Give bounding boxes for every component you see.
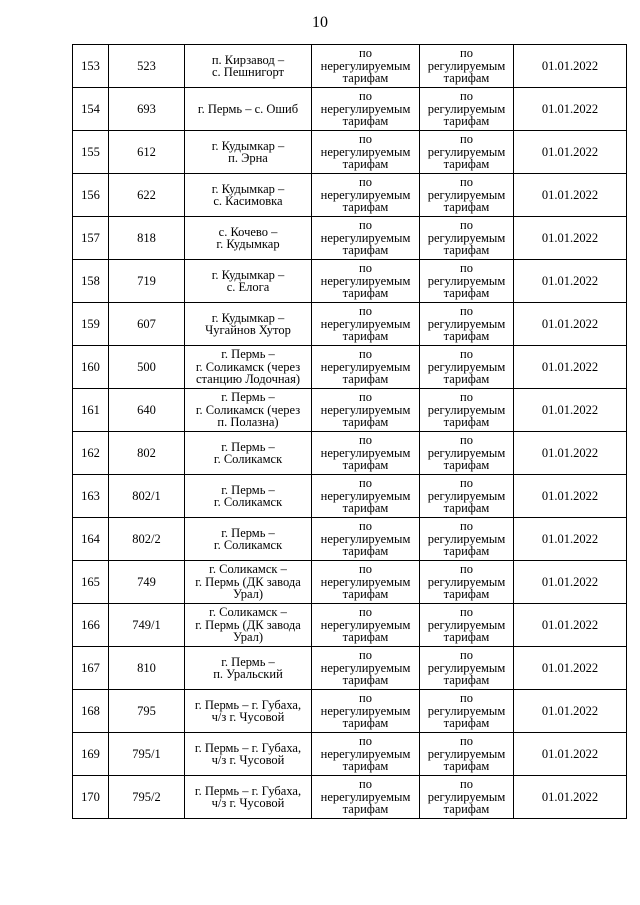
cell-text-line: п. Кирзавод – [211,52,285,67]
route-name-cell [185,346,312,389]
cell-text-line: ч/з г. Чусовой [211,710,285,724]
cell-text-line: регулируемым [427,617,506,632]
cell-text-line: станцию Лодочная) [195,372,301,387]
start-date-cell: 01.01.2022 [514,690,627,733]
row-number-cell: 169 [73,733,109,776]
cell-text-line: п. Уральский [213,667,283,681]
cell-text-line: тарифам [443,286,490,301]
cell-text-line: п. Полазна) [217,415,279,430]
table-row [73,561,627,604]
cell-text-line: Урал) [232,630,264,645]
row-number-cell: 153 [73,45,109,88]
row-number-cell: 155 [73,131,109,174]
table-row [73,690,627,733]
cell-text-line: тарифам [443,759,490,774]
cell-text-line: тарифам [342,673,389,688]
tariff-type-cell [312,647,420,690]
cell-text-line: по [460,605,473,620]
start-date-cell: 01.01.2022 [514,174,627,217]
cell-text-line: п. Эрна [228,151,268,165]
table-row [73,45,627,88]
cell-text-line: тарифам [342,544,389,559]
route-name-cell [185,45,312,88]
tariff-type-cell [420,131,514,174]
start-date-cell: 01.01.2022 [514,776,627,819]
cell-text-line: нерегулируемым [320,58,411,73]
cell-text-line: г. Пермь – [221,525,275,540]
cell-text-line: тарифам [342,501,389,516]
row-number-cell: 160 [73,346,109,389]
tariff-type-cell [420,389,514,432]
cell-text-line: по [359,347,372,362]
tariff-type-cell [312,432,420,475]
route-name-cell [185,647,312,690]
cell-text-line: по [460,476,473,491]
tariff-type-cell [312,475,420,518]
table-row [73,217,627,260]
start-date-cell: 01.01.2022 [514,604,627,647]
page-number: 10 [312,14,328,31]
table-row [73,432,627,475]
cell-text-line: тарифам [342,329,389,344]
cell-text-line: г. Пермь – [221,654,275,669]
start-date-cell: 01.01.2022 [514,260,627,303]
route-number-cell: 802 [109,432,185,475]
cell-text-line: по [460,261,473,276]
cell-text-line: регулируемым [427,273,506,288]
cell-text-line: нерегулируемым [320,746,411,761]
cell-text-line: тарифам [443,243,490,258]
cell-text-line: тарифам [342,587,389,602]
cell-text-line: тарифам [342,243,389,258]
cell-text-line: ч/з г. Чусовой [211,796,285,810]
route-number-cell: 802/2 [109,518,185,561]
tariff-type-cell [420,776,514,819]
cell-text-line: нерегулируемым [320,101,411,116]
cell-text-line: по [359,734,372,749]
tariff-type-cell [420,346,514,389]
cell-text-line: регулируемым [427,101,506,116]
route-number-cell: 612 [109,131,185,174]
tariff-type-cell [312,561,420,604]
cell-text-line: с. Пешнигорт [212,65,284,79]
cell-text-line: тарифам [342,630,389,645]
start-date-cell: 01.01.2022 [514,217,627,260]
routes-table [72,44,627,819]
route-number-cell: 795/1 [109,733,185,776]
cell-text-line: тарифам [342,759,389,774]
tariff-type-cell [312,604,420,647]
cell-text-line: г. Кудымкар – [211,138,285,153]
cell-text-line: по [460,519,473,534]
row-number-cell: 166 [73,604,109,647]
start-date-cell: 01.01.2022 [514,131,627,174]
cell-text-line: г. Кудымкар – [211,310,285,325]
route-number-cell: 795 [109,690,185,733]
cell-text-line: тарифам [342,415,389,430]
cell-text-line: по [359,390,372,405]
tariff-type-cell [312,88,420,131]
cell-text-line: с. Елога [226,280,270,294]
start-date-cell: 01.01.2022 [514,561,627,604]
cell-text-line: тарифам [342,458,389,473]
cell-text-line: тарифам [342,157,389,172]
tariff-type-cell [420,475,514,518]
cell-text-line: регулируемым [427,445,506,460]
row-number-cell: 170 [73,776,109,819]
cell-text-line: по [460,562,473,577]
table-row [73,346,627,389]
cell-text-line: нерегулируемым [320,402,411,417]
tariff-type-cell [420,647,514,690]
cell-text-line: по [359,519,372,534]
cell-text-line: г. Соликамск [213,452,283,466]
tariff-type-cell [312,518,420,561]
routes-table-body [73,45,627,819]
cell-text-line: тарифам [342,286,389,301]
row-number-cell: 163 [73,475,109,518]
cell-text-line: по [460,347,473,362]
start-date-cell: 01.01.2022 [514,346,627,389]
cell-text-line: нерегулируемым [320,660,411,675]
start-date-cell: 01.01.2022 [514,389,627,432]
route-name-cell [185,432,312,475]
table-row [73,733,627,776]
cell-text-line: тарифам [443,501,490,516]
cell-text-line: тарифам [443,329,490,344]
cell-text-line: г. Пермь (ДК завода [195,617,301,632]
cell-text-line: нерегулируемым [320,316,411,331]
cell-text-line: нерегулируемым [320,488,411,503]
row-number-cell: 156 [73,174,109,217]
tariff-type-cell [420,432,514,475]
table-row [73,647,627,690]
cell-text-line: по [460,648,473,663]
route-name-cell [185,131,312,174]
tariff-type-cell [312,690,420,733]
route-name-cell [185,604,312,647]
cell-text-line: г. Пермь – г. Губаха, [194,697,302,712]
table-row [73,174,627,217]
cell-text-line: нерегулируемым [320,445,411,460]
route-name-cell [185,475,312,518]
cell-text-line: Чугайнов Хутор [205,323,291,337]
cell-text-line: по [359,648,372,663]
cell-text-line: г. Соликамск – [209,562,287,577]
cell-text-line: нерегулируемым [320,574,411,589]
route-name-cell [185,303,312,346]
table-row [73,776,627,819]
cell-text-line: тарифам [443,716,490,731]
cell-text-line: по [460,777,473,792]
cell-text-line: тарифам [342,802,389,817]
cell-text-line: по [359,261,372,276]
start-date-cell: 01.01.2022 [514,647,627,690]
row-number-cell: 157 [73,217,109,260]
start-date-cell: 01.01.2022 [514,303,627,346]
tariff-type-cell [420,518,514,561]
tariff-type-cell [312,217,420,260]
cell-text-line: по [460,175,473,190]
route-name-cell [185,690,312,733]
cell-text-line: по [359,605,372,620]
row-number-cell: 164 [73,518,109,561]
cell-text-line: г. Соликамск [213,495,283,509]
cell-text-line: тарифам [443,802,490,817]
tariff-type-cell [312,45,420,88]
route-name-cell [185,389,312,432]
row-number-cell: 159 [73,303,109,346]
cell-text-line: по [359,175,372,190]
cell-text-line: по [359,777,372,792]
cell-text-line: г. Пермь – с. Ошиб [197,101,299,116]
cell-text-line: тарифам [443,372,490,387]
cell-text-line: по [359,304,372,319]
cell-text-line: тарифам [443,630,490,645]
cell-text-line: регулируемым [427,230,506,245]
cell-text-line: регулируемым [427,746,506,761]
route-number-cell: 693 [109,88,185,131]
cell-text-line: по [460,304,473,319]
route-name-cell [185,260,312,303]
row-number-cell: 162 [73,432,109,475]
tariff-type-cell [420,217,514,260]
start-date-cell: 01.01.2022 [514,88,627,131]
tariff-type-cell [312,389,420,432]
tariff-type-cell [312,260,420,303]
cell-text-line: тарифам [443,587,490,602]
cell-text-line: тарифам [443,415,490,430]
row-number-cell: 167 [73,647,109,690]
start-date-cell: 01.01.2022 [514,432,627,475]
route-name-cell [185,561,312,604]
cell-text-line: регулируемым [427,531,506,546]
start-date-cell: 01.01.2022 [514,518,627,561]
row-number-cell: 168 [73,690,109,733]
route-number-cell: 640 [109,389,185,432]
cell-text-line: тарифам [342,71,389,86]
cell-text-line: нерегулируемым [320,617,411,632]
tariff-type-cell [420,733,514,776]
route-number-cell: 607 [109,303,185,346]
table-row [73,303,627,346]
cell-text-line: по [359,89,372,104]
tariff-type-cell [420,174,514,217]
cell-text-line: по [460,46,473,61]
cell-text-line: по [460,218,473,233]
cell-text-line: тарифам [443,544,490,559]
route-number-cell: 523 [109,45,185,88]
route-name-cell [185,518,312,561]
cell-text-line: по [460,433,473,448]
cell-text-line: регулируемым [427,359,506,374]
cell-text-line: регулируемым [427,660,506,675]
cell-text-line: по [359,562,372,577]
cell-text-line: тарифам [342,716,389,731]
cell-text-line: регулируемым [427,574,506,589]
row-number-cell: 161 [73,389,109,432]
route-number-cell: 749 [109,561,185,604]
route-name-cell [185,174,312,217]
tariff-type-cell [312,346,420,389]
tariff-type-cell [420,303,514,346]
tariff-type-cell [420,561,514,604]
cell-text-line: тарифам [443,200,490,215]
cell-text-line: нерегулируемым [320,531,411,546]
cell-text-line: г. Соликамск – [209,605,287,620]
start-date-cell: 01.01.2022 [514,45,627,88]
row-number-cell: 154 [73,88,109,131]
cell-text-line: Урал) [232,587,264,602]
route-number-cell: 818 [109,217,185,260]
cell-text-line: г. Пермь – г. Губаха, [194,740,302,755]
cell-text-line: регулируемым [427,789,506,804]
cell-text-line: нерегулируемым [320,789,411,804]
cell-text-line: г. Кудымкар [216,237,280,251]
cell-text-line: по [460,390,473,405]
cell-text-line: по [359,132,372,147]
cell-text-line: г. Соликамск (через [195,359,301,374]
cell-text-line: по [359,476,372,491]
cell-text-line: г. Пермь – [221,347,275,362]
cell-text-line: нерегулируемым [320,273,411,288]
cell-text-line: по [359,433,372,448]
start-date-cell: 01.01.2022 [514,475,627,518]
route-name-cell [185,217,312,260]
cell-text-line: г. Соликамск (через [195,402,301,417]
cell-text-line: нерегулируемым [320,187,411,202]
cell-text-line: регулируемым [427,187,506,202]
tariff-type-cell [420,260,514,303]
cell-text-line: по [460,132,473,147]
table-row [73,604,627,647]
route-number-cell: 810 [109,647,185,690]
table-row [73,260,627,303]
route-number-cell: 500 [109,346,185,389]
cell-text-line: с. Кочево – [218,224,278,239]
route-number-cell: 795/2 [109,776,185,819]
cell-text-line: нерегулируемым [320,144,411,159]
cell-text-line: с. Касимовка [213,194,283,208]
cell-text-line: по [359,46,372,61]
cell-text-line: тарифам [342,372,389,387]
cell-text-line: тарифам [443,114,490,129]
cell-text-line: г. Пермь (ДК завода [195,574,301,589]
cell-text-line: г. Пермь – [221,482,275,497]
cell-text-line: тарифам [342,114,389,129]
cell-text-line: по [460,89,473,104]
cell-text-line: нерегулируемым [320,230,411,245]
tariff-type-cell [312,174,420,217]
table-row [73,131,627,174]
cell-text-line: г. Кудымкар – [211,181,285,196]
tariff-type-cell [312,776,420,819]
cell-text-line: тарифам [443,157,490,172]
cell-text-line: по [359,218,372,233]
cell-text-line: регулируемым [427,144,506,159]
tariff-type-cell [420,690,514,733]
cell-text-line: тарифам [342,200,389,215]
cell-text-line: по [460,734,473,749]
tariff-type-cell [312,733,420,776]
cell-text-line: регулируемым [427,488,506,503]
cell-text-line: г. Соликамск [213,538,283,552]
cell-text-line: по [359,691,372,706]
cell-text-line: по [460,691,473,706]
route-name-cell [185,88,312,131]
cell-text-line: регулируемым [427,58,506,73]
cell-text-line: нерегулируемым [320,359,411,374]
cell-text-line: тарифам [443,458,490,473]
route-number-cell: 622 [109,174,185,217]
tariff-type-cell [420,88,514,131]
cell-text-line: тарифам [443,673,490,688]
tariff-type-cell [420,45,514,88]
cell-text-line: регулируемым [427,402,506,417]
route-name-cell [185,776,312,819]
cell-text-line: ч/з г. Чусовой [211,753,285,767]
route-name-cell [185,733,312,776]
table-row [73,475,627,518]
start-date-cell: 01.01.2022 [514,733,627,776]
cell-text-line: нерегулируемым [320,703,411,718]
cell-text-line: регулируемым [427,703,506,718]
row-number-cell: 158 [73,260,109,303]
cell-text-line: г. Пермь – [221,439,275,454]
table-row [73,88,627,131]
table-row [73,389,627,432]
tariff-type-cell [420,604,514,647]
cell-text-line: г. Пермь – г. Губаха, [194,783,302,798]
route-number-cell: 749/1 [109,604,185,647]
route-number-cell: 802/1 [109,475,185,518]
tariff-type-cell [312,303,420,346]
tariff-type-cell [312,131,420,174]
cell-text-line: регулируемым [427,316,506,331]
cell-text-line: г. Кудымкар – [211,267,285,282]
cell-text-line: г. Пермь – [221,390,275,405]
route-number-cell: 719 [109,260,185,303]
table-row [73,518,627,561]
row-number-cell: 165 [73,561,109,604]
cell-text-line: тарифам [443,71,490,86]
